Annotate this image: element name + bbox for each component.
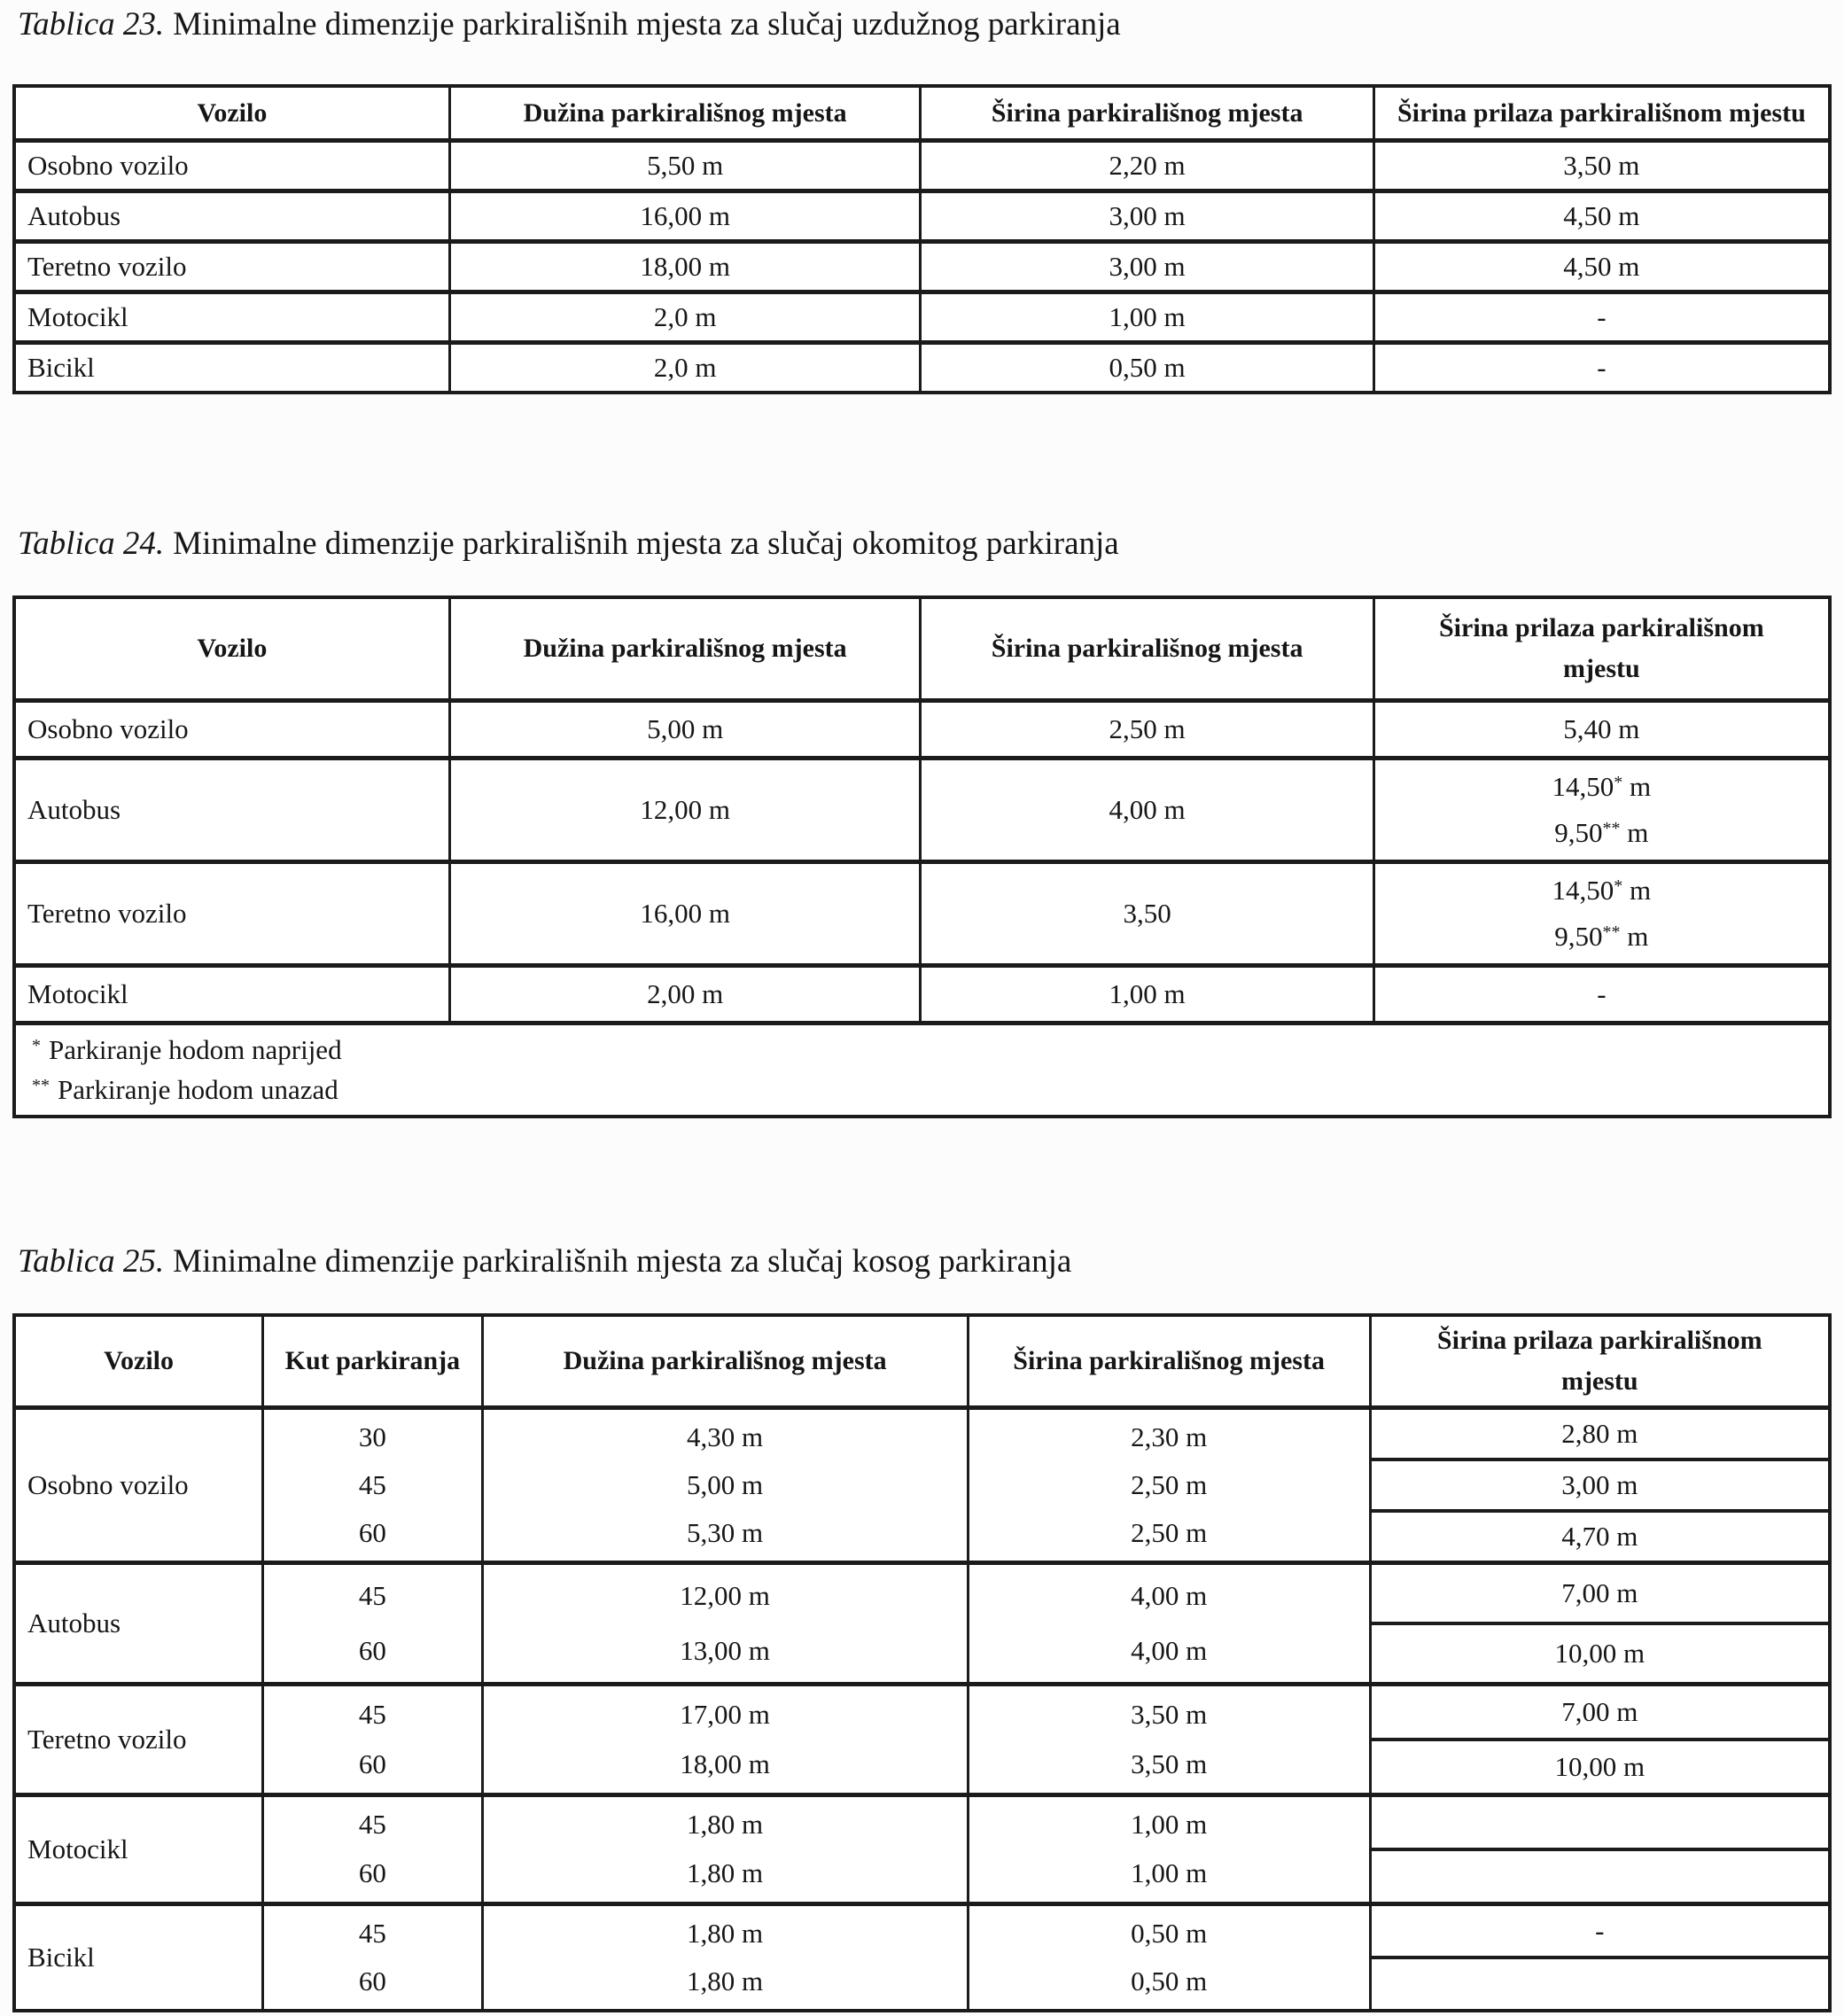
cell-duzina: 2,0 m [451,294,922,340]
table-row-group [16,1797,1828,1906]
cell-sirina: 1,00 m [922,968,1374,1021]
table24-caption [18,525,1119,564]
table-row [16,864,1828,968]
value-line: 13,00 m [680,1634,770,1666]
table25-header-row [16,1317,1828,1410]
cell-sirina [969,1797,1372,1902]
value-text: 5,40 m [1563,712,1640,744]
table-row [16,968,1828,1025]
cell-duzina [484,1686,969,1793]
cell-kut [264,1797,483,1902]
table-row [16,294,1828,345]
asterisk-marker: ** [1602,818,1621,838]
value-line: 60 [358,1857,386,1889]
cell-duzina: 5,50 m [451,143,922,189]
cell-kut [264,1410,483,1561]
value-line: 18,00 m [680,1747,770,1779]
footnote-text: Parkiranje hodom unazad [58,1073,338,1105]
cell-prilaz: 3,50 m [1563,149,1640,181]
value-unit: m [1622,770,1652,802]
value-unit: m [1620,920,1649,952]
cell-prilaz [1375,968,1828,1021]
cell-sirina: 0,50 m [922,345,1374,391]
table-row [16,760,1828,864]
table23-caption [18,5,1121,44]
header-sirina: Širina parkirališnog mjesta [922,88,1374,138]
value-line: 45 [358,1917,386,1949]
cell-prilaz [1375,760,1828,860]
cell-prilaz [1372,1565,1828,1682]
value-line [1554,816,1648,851]
table-longitudinal-parking [12,84,1832,394]
sub-cell: 10,00 m [1554,1637,1646,1669]
value-line: 4,30 m [687,1421,764,1452]
cell-duzina [484,1797,969,1902]
sub-cell [1372,1959,1828,2009]
cell-kut [264,1565,483,1682]
value-line [1552,874,1652,908]
value-line [1552,770,1652,805]
cell-sirina [969,1565,1372,1682]
value-line: 4,00 m [1131,1579,1208,1611]
table23-caption-text: Minimalne dimenzije parkirališnih mjesta za slučaj uzdužnog parkiranja [173,6,1121,43]
value-text: 14,50 [1552,770,1614,802]
value-line: 3,50 m [1131,1747,1208,1779]
table-perpendicular-parking [12,595,1832,1118]
header-duzina: Dužina parkirališnog mjesta [451,599,922,698]
table-row-group [16,1565,1828,1686]
value-unit: m [1622,874,1652,906]
cell-vozilo: Autobus [16,1565,264,1682]
value-line: 1,80 m [687,1965,764,1997]
cell-prilaz: 4,50 m [1563,199,1640,231]
cell-duzina: 18,00 m [451,244,922,290]
cell-vozilo: Bicikl [16,1906,264,2009]
value-line: 5,00 m [687,1468,764,1500]
cell-vozilo: Osobno vozilo [16,1410,264,1561]
asterisk-marker: * [1614,772,1623,792]
cell-vozilo: Teretno vozilo [16,864,451,963]
value-line [1597,977,1606,1012]
cell-prilaz: - [1597,300,1607,332]
value-line: 60 [358,1634,386,1666]
value-line: 17,00 m [680,1698,770,1730]
cell-sirina: 2,50 m [922,703,1374,756]
value-line: 1,80 m [687,1857,764,1889]
asterisk-marker: ** [1602,922,1621,942]
value-text: - [1597,977,1607,1009]
value-line: 1,00 m [1131,1857,1208,1889]
table-row [16,244,1828,294]
header-prilaz [1375,599,1828,698]
sub-cell: 10,00 m [1554,1750,1646,1782]
table-row-group [16,1410,1828,1565]
value-line: 4,00 m [1131,1634,1208,1666]
sub-cell: - [1372,1906,1828,1959]
value-text: 14,50 [1552,874,1614,906]
table-row [16,193,1828,244]
table-angled-parking [12,1313,1832,2012]
footnote [32,1034,342,1066]
value-line: 60 [358,1747,386,1779]
footnote-text: Parkiranje hodom naprijed [49,1034,342,1066]
cell-prilaz [1372,1906,1828,2009]
cell-sirina: 4,00 m [922,760,1374,860]
header-vozilo: Vozilo [16,599,451,698]
value-line [1563,712,1639,747]
cell-prilaz [1372,1410,1828,1561]
value-line [1554,920,1648,954]
cell-sirina [969,1410,1372,1561]
cell-prilaz [1375,864,1828,963]
table24-caption-text: Minimalne dimenzije parkirališnih mjesta za slučaj okomitog parkiranja [173,525,1119,562]
value-line: 45 [358,1468,386,1500]
cell-duzina: 2,0 m [451,345,922,391]
cell-vozilo: Bicikl [16,345,451,391]
value-line: 30 [358,1421,386,1452]
cell-kut [264,1686,483,1793]
table-row-group [16,1686,1828,1797]
cell-duzina [484,1410,969,1561]
sub-cell [1372,1851,1828,1902]
cell-prilaz: - [1597,351,1607,383]
cell-sirina: 3,50 [922,864,1374,963]
sub-cell: 3,00 m [1372,1461,1828,1513]
cell-sirina [969,1686,1372,1793]
header-duzina: Dužina parkirališnog mjesta [451,88,922,138]
footnotes [16,1025,1828,1115]
cell-duzina: 2,00 m [451,968,922,1021]
header-kut: Kut parkiranja [264,1317,483,1405]
asterisk-marker: * [32,1036,41,1056]
table25-caption-number: Tablica 25. [18,1243,165,1280]
cell-duzina [484,1906,969,2009]
table-row [16,703,1828,760]
value-line: 2,50 m [1131,1468,1208,1500]
cell-vozilo: Osobno vozilo [16,143,451,189]
header-prilaz-text: Širina prilaza parkirališnom mjestu [1436,1325,1762,1396]
sub-cell: 4,70 m [1561,1520,1638,1552]
cell-vozilo: Motocikl [16,1797,264,1902]
sub-cell: 7,00 m [1372,1565,1828,1625]
footnote [32,1074,338,1106]
table23-caption-number: Tablica 23. [18,6,165,43]
cell-vozilo: Autobus [16,760,451,860]
value-text: 9,50 [1554,816,1603,848]
cell-vozilo: Osobno vozilo [16,703,451,756]
header-vozilo: Vozilo [16,88,451,138]
header-prilaz [1372,1317,1828,1405]
value-line: 1,00 m [1131,1809,1208,1841]
value-line: 1,80 m [687,1917,764,1949]
sub-cell: 2,80 m [1372,1410,1828,1461]
value-line: 0,50 m [1131,1965,1208,1997]
value-line: 45 [358,1809,386,1841]
cell-duzina: 12,00 m [451,760,922,860]
value-line: 5,30 m [687,1516,764,1548]
value-line: 60 [358,1516,386,1548]
asterisk-marker: ** [32,1075,50,1095]
cell-duzina: 16,00 m [451,193,922,239]
value-line: 0,50 m [1131,1917,1208,1949]
value-line: 60 [358,1965,386,1997]
value-line: 2,30 m [1131,1421,1208,1452]
cell-sirina [969,1906,1372,2009]
cell-sirina: 3,00 m [922,193,1374,239]
table25-caption [18,1242,1071,1281]
cell-prilaz [1372,1797,1828,1902]
table24-caption-number: Tablica 24. [18,525,165,562]
header-prilaz: Širina prilaza parkirališnom mjestu [1397,97,1806,128]
value-line: 3,50 m [1131,1698,1208,1730]
header-prilaz-text: Širina prilaza parkirališnom mjestu [1439,612,1764,683]
table-row-group [16,1906,1828,2009]
cell-kut [264,1906,483,2009]
table-row [16,143,1828,193]
cell-duzina: 5,00 m [451,703,922,756]
table25-caption-text: Minimalne dimenzije parkirališnih mjesta za slučaj kosog parkiranja [173,1243,1072,1280]
value-line: 45 [358,1698,386,1730]
cell-vozilo: Motocikl [16,294,451,340]
asterisk-marker: * [1614,876,1623,896]
sub-cell: 7,00 m [1372,1686,1828,1741]
value-line: 12,00 m [680,1579,770,1611]
value-line: 1,80 m [687,1809,764,1841]
table23-header-row [16,88,1828,143]
sub-cell [1372,1797,1828,1851]
cell-sirina: 1,00 m [922,294,1374,340]
table24-header-row [16,599,1828,703]
header-sirina: Širina parkirališnog mjesta [922,599,1374,698]
cell-vozilo: Autobus [16,193,451,239]
cell-sirina: 2,20 m [922,143,1374,189]
footnote-row [16,1025,1828,1115]
cell-prilaz: 4,50 m [1563,250,1640,282]
cell-vozilo: Teretno vozilo [16,1686,264,1793]
cell-prilaz [1375,703,1828,756]
cell-prilaz [1372,1686,1828,1793]
header-sirina: Širina parkirališnog mjesta [969,1317,1372,1405]
cell-sirina: 3,00 m [922,244,1374,290]
value-line: 45 [358,1579,386,1611]
value-unit: m [1620,816,1649,848]
header-duzina: Dužina parkirališnog mjesta [484,1317,969,1405]
cell-duzina [484,1565,969,1682]
value-text: 9,50 [1554,920,1603,952]
cell-duzina: 16,00 m [451,864,922,963]
cell-vozilo: Teretno vozilo [16,244,451,290]
cell-vozilo: Motocikl [16,968,451,1021]
table-row [16,345,1828,391]
value-line: 2,50 m [1131,1516,1208,1548]
header-vozilo: Vozilo [16,1317,264,1405]
